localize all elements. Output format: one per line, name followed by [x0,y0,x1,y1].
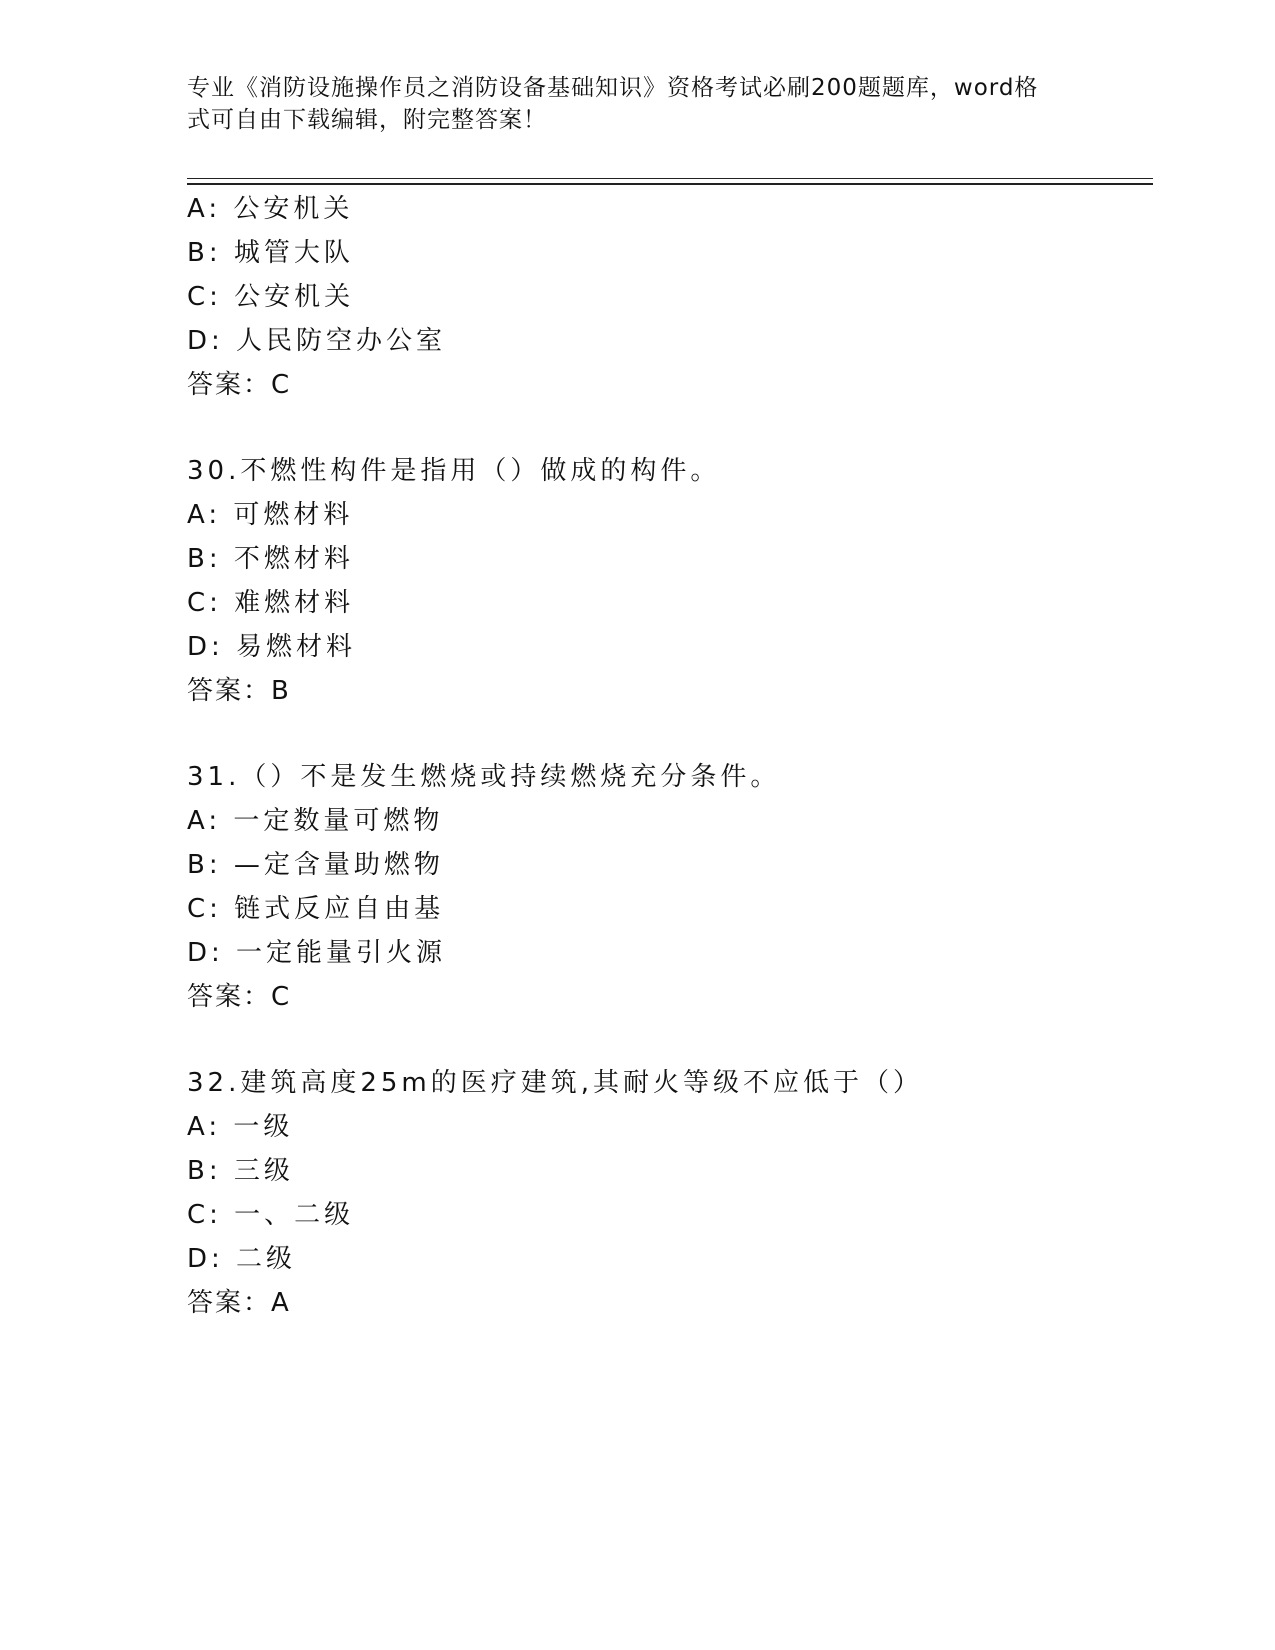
document-header [187,72,1067,136]
option-c: C: 链式反应自由基 [187,894,445,924]
option-a: A: 公安机关 [187,194,354,224]
header-line-2: 式可自由下载编辑，附完整答案！ [187,107,547,133]
header-divider-thick [187,183,1153,185]
option-b: B: 城管大队 [187,238,354,268]
question-stem: 32.建筑高度25m的医疗建筑,其耐火等级不应低于（） [187,1068,924,1098]
option-a: A: 一定数量可燃物 [187,806,444,836]
option-b: B: 不燃材料 [187,544,354,574]
option-d: D: 二级 [187,1244,297,1274]
question-stem: 31.（）不是发生燃烧或持续燃烧充分条件。 [187,762,781,792]
option-d: D: 人民防空办公室 [187,326,447,356]
answer-line: 答案：C [187,982,292,1012]
option-b: B: 三级 [187,1156,294,1186]
option-c: C: 难燃材料 [187,588,355,618]
answer-line: 答案：B [187,676,291,706]
option-a: A: 一级 [187,1112,294,1142]
option-c: C: 一、二级 [187,1200,355,1230]
header-line-1: 专业《消防设施操作员之消防设备基础知识》资格考试必刷200题题库，word格 [187,75,1039,101]
answer-line: 答案：A [187,1288,291,1318]
option-b: B: —定含量助燃物 [187,850,444,880]
option-d: D: 易燃材料 [187,632,357,662]
question-stem: 30.不燃性构件是指用（）做成的构件。 [187,456,721,486]
option-c: C: 公安机关 [187,282,355,312]
header-divider-thin [187,178,1153,179]
option-d: D: 一定能量引火源 [187,938,447,968]
answer-line: 答案：C [187,370,292,400]
option-a: A: 可燃材料 [187,500,354,530]
